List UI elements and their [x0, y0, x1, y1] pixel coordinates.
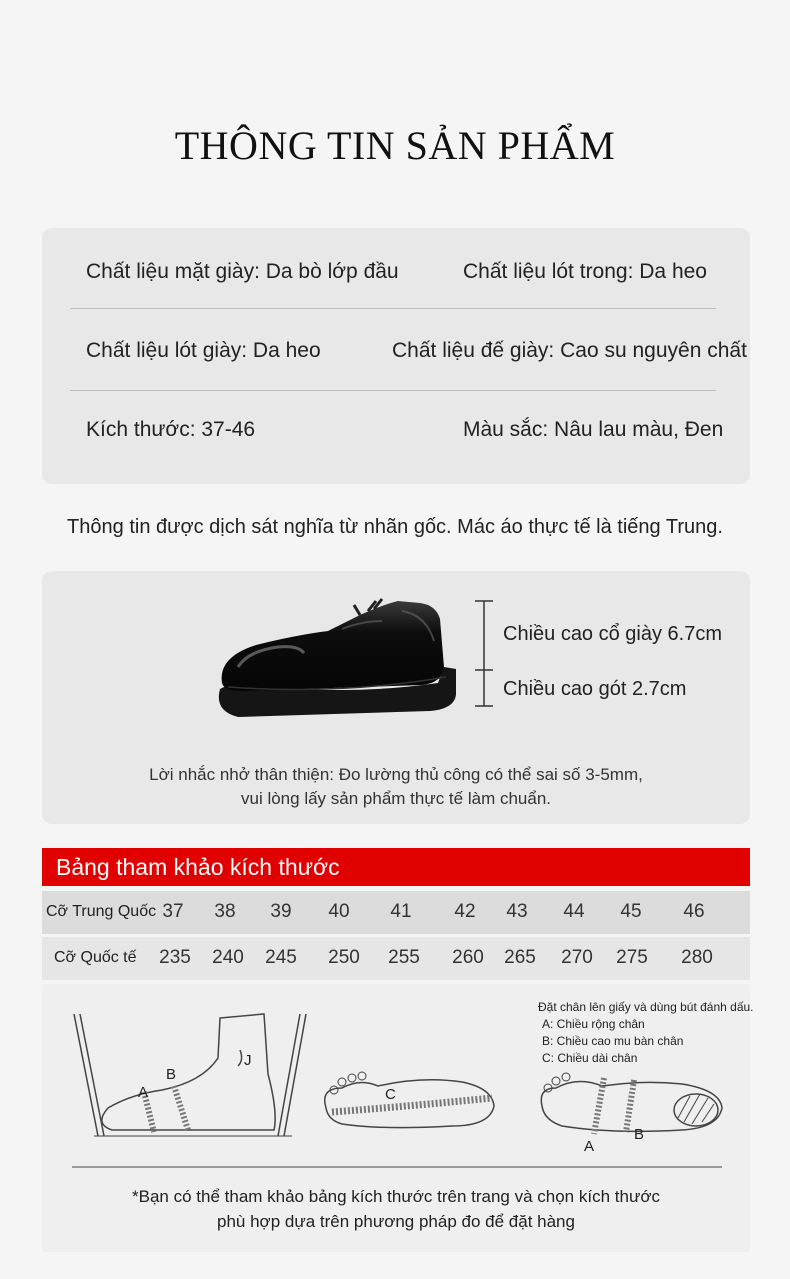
heel-height-label: Chiều cao gót 2.7cm — [503, 678, 687, 700]
size-cell: 42 — [454, 901, 476, 922]
size-cell: 255 — [388, 947, 420, 968]
size-row-label: Cỡ Trung Quốc — [46, 903, 157, 920]
guide-item-a: A: Chiều rộng chân — [542, 1017, 645, 1031]
size-cell: 240 — [212, 947, 244, 968]
size-cell: 46 — [683, 901, 705, 922]
measuring-guide — [42, 984, 754, 1252]
size-cell: 260 — [452, 947, 484, 968]
size-cell: 39 — [270, 901, 292, 922]
label-c-sole: C — [385, 1086, 396, 1103]
measurement-card — [42, 571, 750, 824]
spec-card — [42, 228, 750, 484]
size-cell: 43 — [506, 901, 528, 922]
size-table-title: Bảng tham khảo kích thước — [56, 854, 340, 880]
guide-item-c: C: Chiều dài chân — [542, 1051, 638, 1065]
size-cell: 41 — [390, 901, 412, 922]
page-title: THÔNG TIN SẢN PHẨM — [174, 123, 616, 168]
spec-divider — [70, 308, 716, 309]
label-a-profile: A — [138, 1084, 149, 1101]
translation-note: Thông tin được dịch sát nghĩa từ nhãn gốc. Mác áo thực tế là tiếng Trung. — [67, 516, 723, 538]
size-cell: 270 — [561, 947, 593, 968]
guide-footer-line2: phù hợp dựa trên phương pháp đo để đặt hàng — [217, 1212, 575, 1231]
size-cell: 265 — [504, 947, 536, 968]
guide-footer-line1: *Bạn có thể tham khảo bảng kích thước trên trang và chọn kích thước — [132, 1187, 660, 1206]
spec-color: Màu sắc: Nâu lau màu, Đen — [463, 418, 724, 441]
size-cell: 40 — [328, 901, 350, 922]
label-b-sole: B — [634, 1126, 645, 1143]
spec-upper: Chất liệu mặt giày: Da bò lớp đầu — [86, 260, 399, 283]
guide-item-b: B: Chiều cao mu bàn chân — [542, 1034, 684, 1048]
size-cell: 37 — [162, 901, 184, 922]
spec-inner-lining: Chất liệu lót trong: Da heo — [463, 260, 707, 283]
label-j-profile: J — [244, 1052, 252, 1069]
size-cell: 250 — [328, 947, 360, 968]
spec-divider — [70, 390, 716, 391]
size-cell: 44 — [563, 901, 585, 922]
spec-sole: Chất liệu đế giày: Cao su nguyên chất — [392, 339, 747, 362]
measurement-reminder-line1: Lời nhắc nhở thân thiện: Đo lường thủ công có thể sai số 3-5mm, — [149, 765, 643, 784]
label-a-sole: A — [584, 1138, 595, 1155]
measurement-reminder-line2: vui lòng lấy sản phẩm thực tế làm chuẩn. — [241, 789, 551, 808]
size-cell: 235 — [159, 947, 191, 968]
size-cell: 38 — [214, 901, 236, 922]
size-row-int — [42, 937, 750, 980]
size-table-header — [42, 848, 750, 886]
size-row-cn — [42, 891, 750, 934]
size-cell: 280 — [681, 947, 713, 968]
size-cell: 275 — [616, 947, 648, 968]
size-cell: 245 — [265, 947, 297, 968]
spec-insole: Chất liệu lót giày: Da heo — [86, 339, 321, 362]
spec-size: Kích thước: 37-46 — [86, 418, 256, 441]
guide-instruction: Đặt chân lên giấy và dùng bút đánh dấu. — [538, 1000, 754, 1014]
size-row-label: Cỡ Quốc tế — [54, 949, 137, 966]
size-cell: 45 — [620, 901, 642, 922]
collar-height-label: Chiều cao cổ giày 6.7cm — [503, 623, 723, 645]
label-b-profile: B — [166, 1066, 177, 1083]
